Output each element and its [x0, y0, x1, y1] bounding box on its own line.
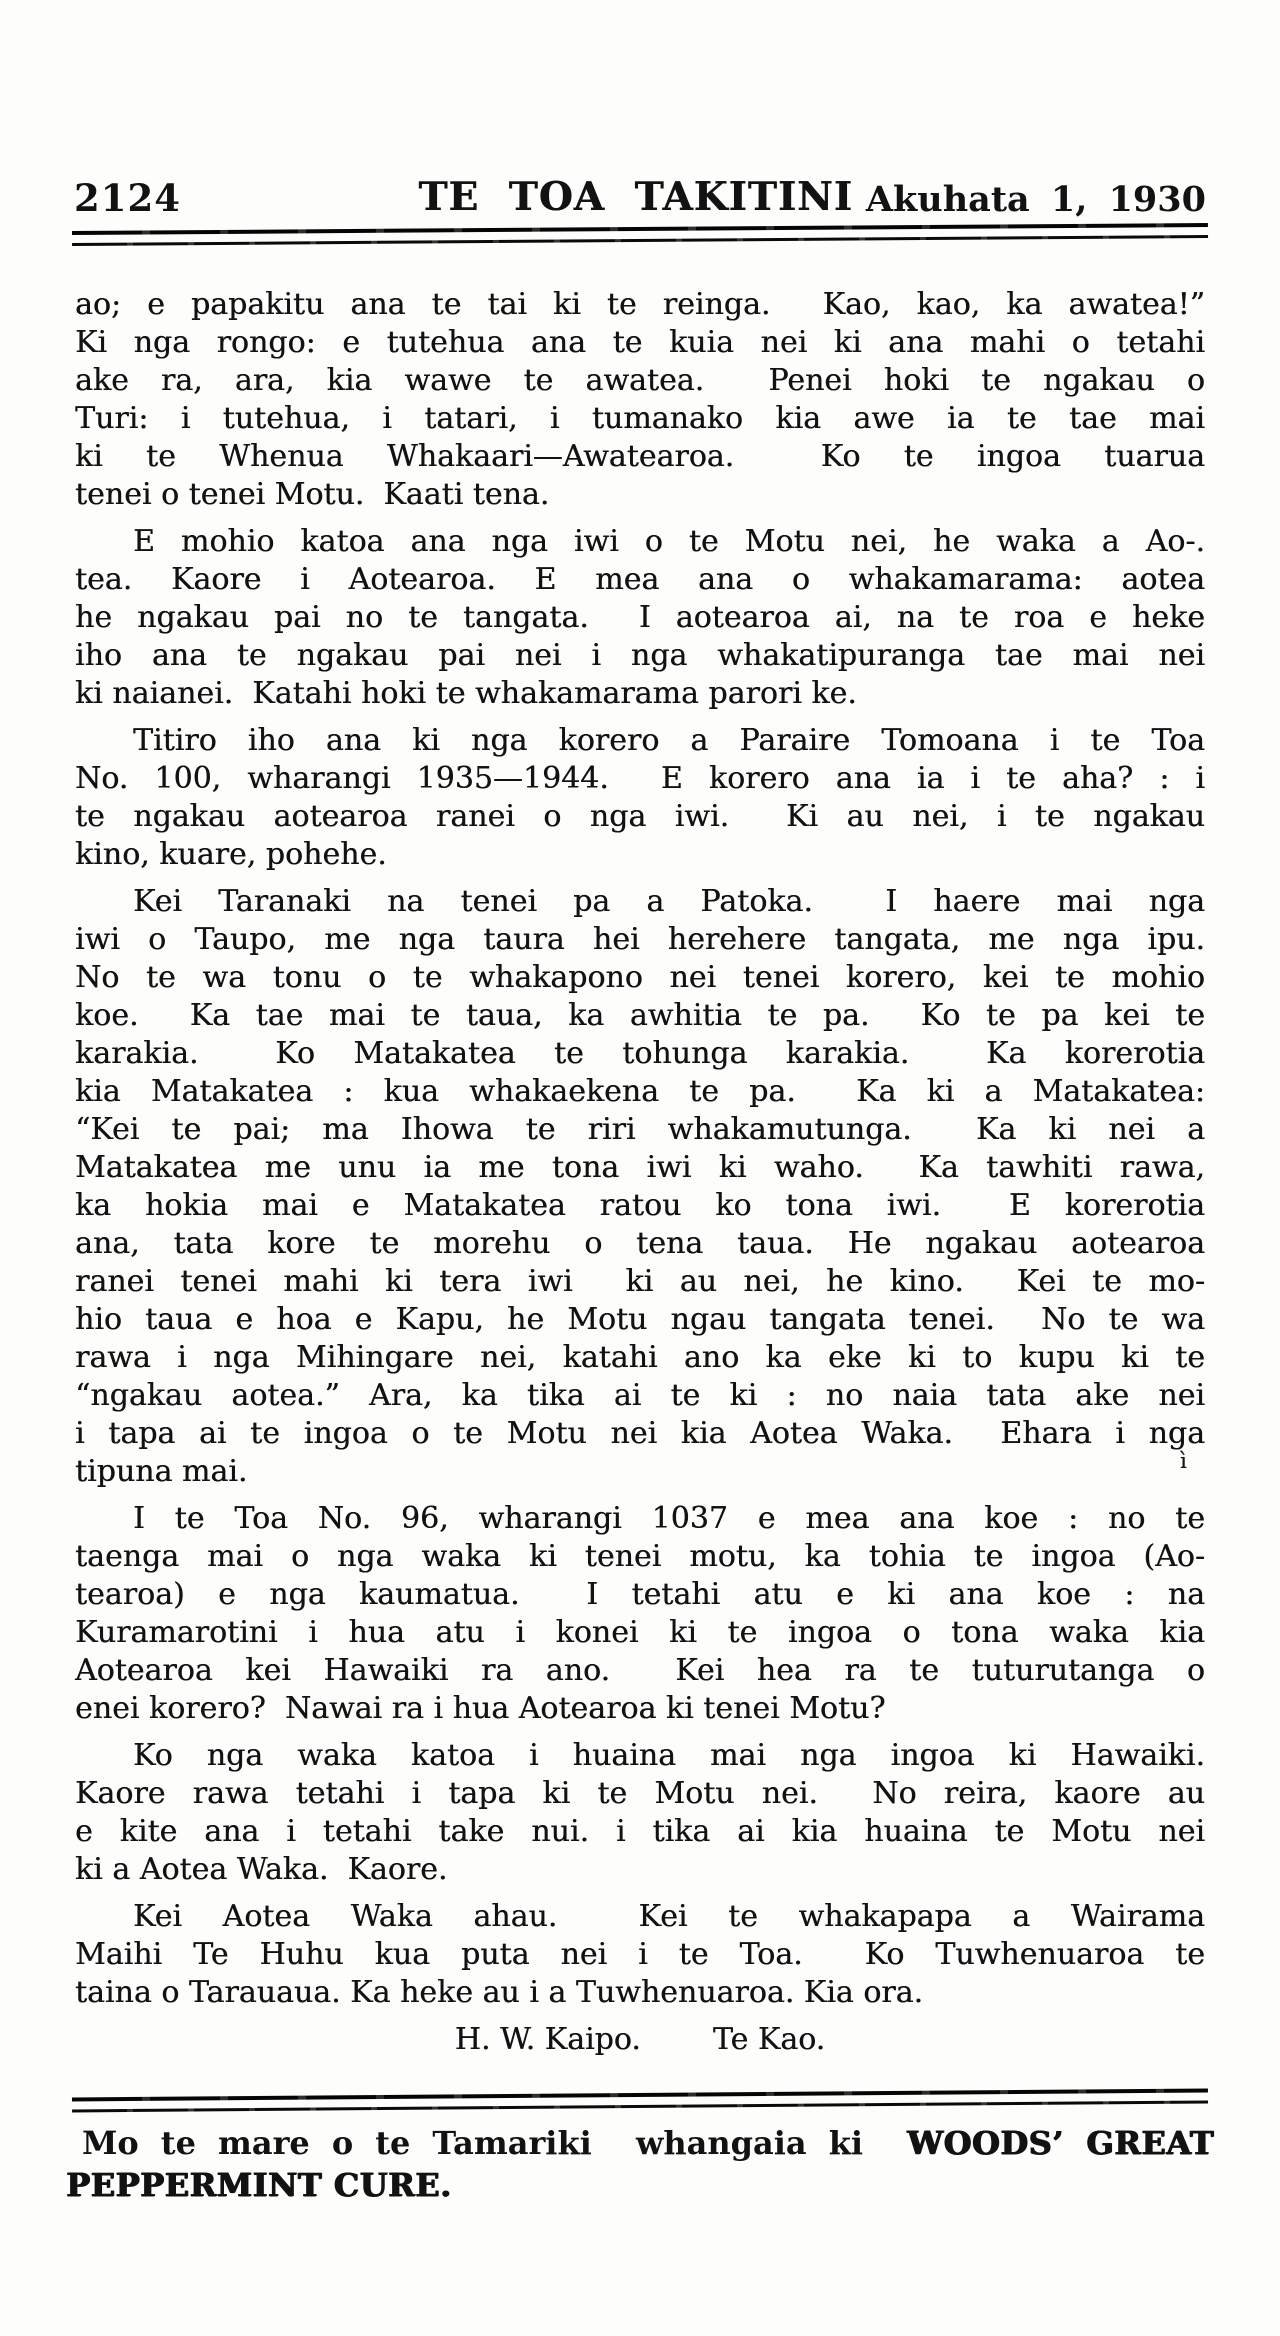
signature-line — [0, 2021, 1280, 2059]
text-line: ao; e papakitu ana te tai ki te reinga. Kao, kao, ka awatea!” — [75, 287, 1205, 322]
text-line: ka hokia mai e Matakatea ratou ko tona iwi. E korerotia — [75, 1188, 1205, 1223]
text-line: Aotearoa kei Hawaiki ra ano. Kei hea ra te tuturutanga o — [75, 1653, 1205, 1688]
article-body — [75, 286, 1205, 2012]
text-line: Maihi Te Huhu kua puta nei i te Toa. Ko Tuwhenuaroa te — [75, 1937, 1205, 1972]
text-line: ana, tata kore te morehu o tena taua. He ngakau aotearoa — [75, 1226, 1205, 1261]
text-line: kia Matakatea : kua whakaekena te pa. Ka ki a Matakatea: — [75, 1074, 1205, 1109]
text-line: ki a Aotea Waka. Kaore. — [75, 1852, 448, 1887]
text-line: ki te Whenua Whakaari—Awatearoa. Ko te ingoa tuarua — [75, 439, 1205, 474]
paragraph — [75, 722, 1205, 874]
text-line: te ngakau aotearoa ranei o nga iwi. Ki au nei, i te ngakau — [75, 799, 1205, 834]
paragraph — [75, 1500, 1205, 1728]
place-name: Te Kao. — [712, 2022, 826, 2057]
text-line: E mohio katoa ana nga iwi o te Motu nei, he waka a Ao-. — [133, 524, 1205, 559]
paragraph — [75, 1898, 1205, 2012]
text-line: Titiro iho ana ki nga korero a Paraire Tomoana i te Toa — [133, 723, 1205, 758]
print-artifact: ì — [1180, 1449, 1187, 1473]
advertisement-line — [66, 2122, 1214, 2164]
text-line: rawa i nga Mihingare nei, katahi ano ka eke ki to kupu ki te — [75, 1340, 1205, 1375]
header-double-rule — [72, 223, 1208, 246]
text-line: tea. Kaore i Aotearoa. E mea ana o whakamarama: aotea — [75, 562, 1205, 597]
text-line: Turi: i tutehua, i tatari, i tumanako kia awe ia te tae mai — [75, 401, 1205, 436]
paragraph — [75, 523, 1205, 713]
text-line: Ko nga waka katoa i huaina mai nga ingoa ki Hawaiki. — [133, 1738, 1205, 1773]
text-line: tearoa) e nga kaumatua. I tetahi atu e ki ana koe : na — [75, 1577, 1205, 1612]
ad-brand-name: PEPPERMINT CURE. — [66, 2166, 452, 2204]
text-line: ki naianei. Katahi hoki te whakamarama parori ke. — [75, 676, 857, 711]
advertisement — [66, 2122, 1214, 2206]
issue-date: Akuhata 1, 1930 — [865, 179, 1206, 220]
text-line: hio taua e hoa e Kapu, he Motu ngau tangata tenei. No te wa — [75, 1302, 1205, 1337]
text-line: he ngakau pai no te tangata. I aotearoa ai, na te roa e heke — [75, 600, 1205, 635]
ad-brand-name: WOODS’ GREAT — [907, 2124, 1214, 2162]
author-name: H. W. Kaipo. — [454, 2022, 641, 2057]
text-line: koe. Ka tae mai te taua, ka awhitia te pa. Ko te pa kei te — [75, 998, 1205, 1033]
text-line: e kite ana i tetahi take nui. i tika ai kia huaina te Motu nei — [75, 1814, 1205, 1849]
text-line: enei korero? Nawai ra i hua Aotearoa ki tenei Motu? — [75, 1691, 886, 1726]
text-line: Kaore rawa tetahi i tapa ki te Motu nei. No reira, kaore au — [75, 1776, 1205, 1811]
text-line: “Kei te pai; ma Ihowa te riri whakamutunga. Ka ki nei a — [75, 1112, 1205, 1147]
paragraph — [75, 1737, 1205, 1889]
text-line: No. 100, wharangi 1935—1944. E korero ana ia i te aha? : i — [75, 761, 1205, 796]
text-line: tipuna mai. — [75, 1454, 248, 1489]
text-line: taina o Tarauaua. Ka heke au i a Tuwhenuaroa. Kia ora. — [75, 1975, 924, 2010]
text-line: kino, kuare, pohehe. — [75, 837, 387, 872]
paragraph — [75, 286, 1205, 514]
paragraph — [75, 883, 1205, 1491]
text-line: ranei tenei mahi ki tera iwi ki au nei, he kino. Kei te mo- — [75, 1264, 1205, 1299]
page-number: 2124 — [74, 176, 181, 220]
text-line: “ngakau aotea.” Ara, ka tika ai te ki : no naia tata ake nei — [75, 1378, 1205, 1413]
text-line: karakia. Ko Matakatea te tohunga karakia. Ka korerotia — [75, 1036, 1205, 1071]
rule-line — [72, 2101, 1208, 2113]
text-line: taenga mai o nga waka ki tenei motu, ka tohia te ingoa (Ao- — [75, 1539, 1205, 1574]
text-line: tenei o tenei Motu. Kaati tena. — [75, 477, 550, 512]
text-line: Ki nga rongo: e tutehua ana te kuia nei ki ana mahi o tetahi — [75, 325, 1205, 360]
ad-text: Mo te mare o te Tamariki whangaia ki — [82, 2124, 908, 2162]
text-line: iwi o Taupo, me nga taura hei herehere tangata, me nga ipu. — [75, 922, 1205, 957]
text-line: Kei Aotea Waka ahau. Kei te whakapapa a Wairama — [133, 1899, 1205, 1934]
text-line: iho ana te ngakau pai nei i nga whakatipuranga tae mai nei — [75, 638, 1205, 673]
text-line: ake ra, ara, kia wawe te awatea. Penei hoki te ngakau o — [75, 363, 1205, 398]
rule-line — [72, 223, 1208, 235]
text-line: Kei Taranaki na tenei pa a Patoka. I haere mai nga — [133, 884, 1205, 919]
text-line: I te Toa No. 96, wharangi 1037 e mea ana koe : no te — [133, 1501, 1205, 1536]
text-line: Kuramarotini i hua atu i konei ki te ingoa o tona waka kia — [75, 1615, 1205, 1650]
page-header — [74, 0, 1206, 220]
text-line: Matakatea me unu ia me tona iwi ki waho. Ka tawhiti rawa, — [75, 1150, 1205, 1185]
footer-double-rule — [72, 2089, 1208, 2113]
rule-line — [72, 2089, 1208, 2102]
text-line: i tapa ai te ingoa o te Motu nei kia Aotea Waka. Ehara i nga — [75, 1416, 1205, 1451]
rule-line — [72, 235, 1208, 246]
publication-title: TE TOA TAKITINI — [418, 174, 853, 220]
text-line: No te wa tonu o te whakapono nei tenei korero, kei te mohio — [75, 960, 1205, 995]
